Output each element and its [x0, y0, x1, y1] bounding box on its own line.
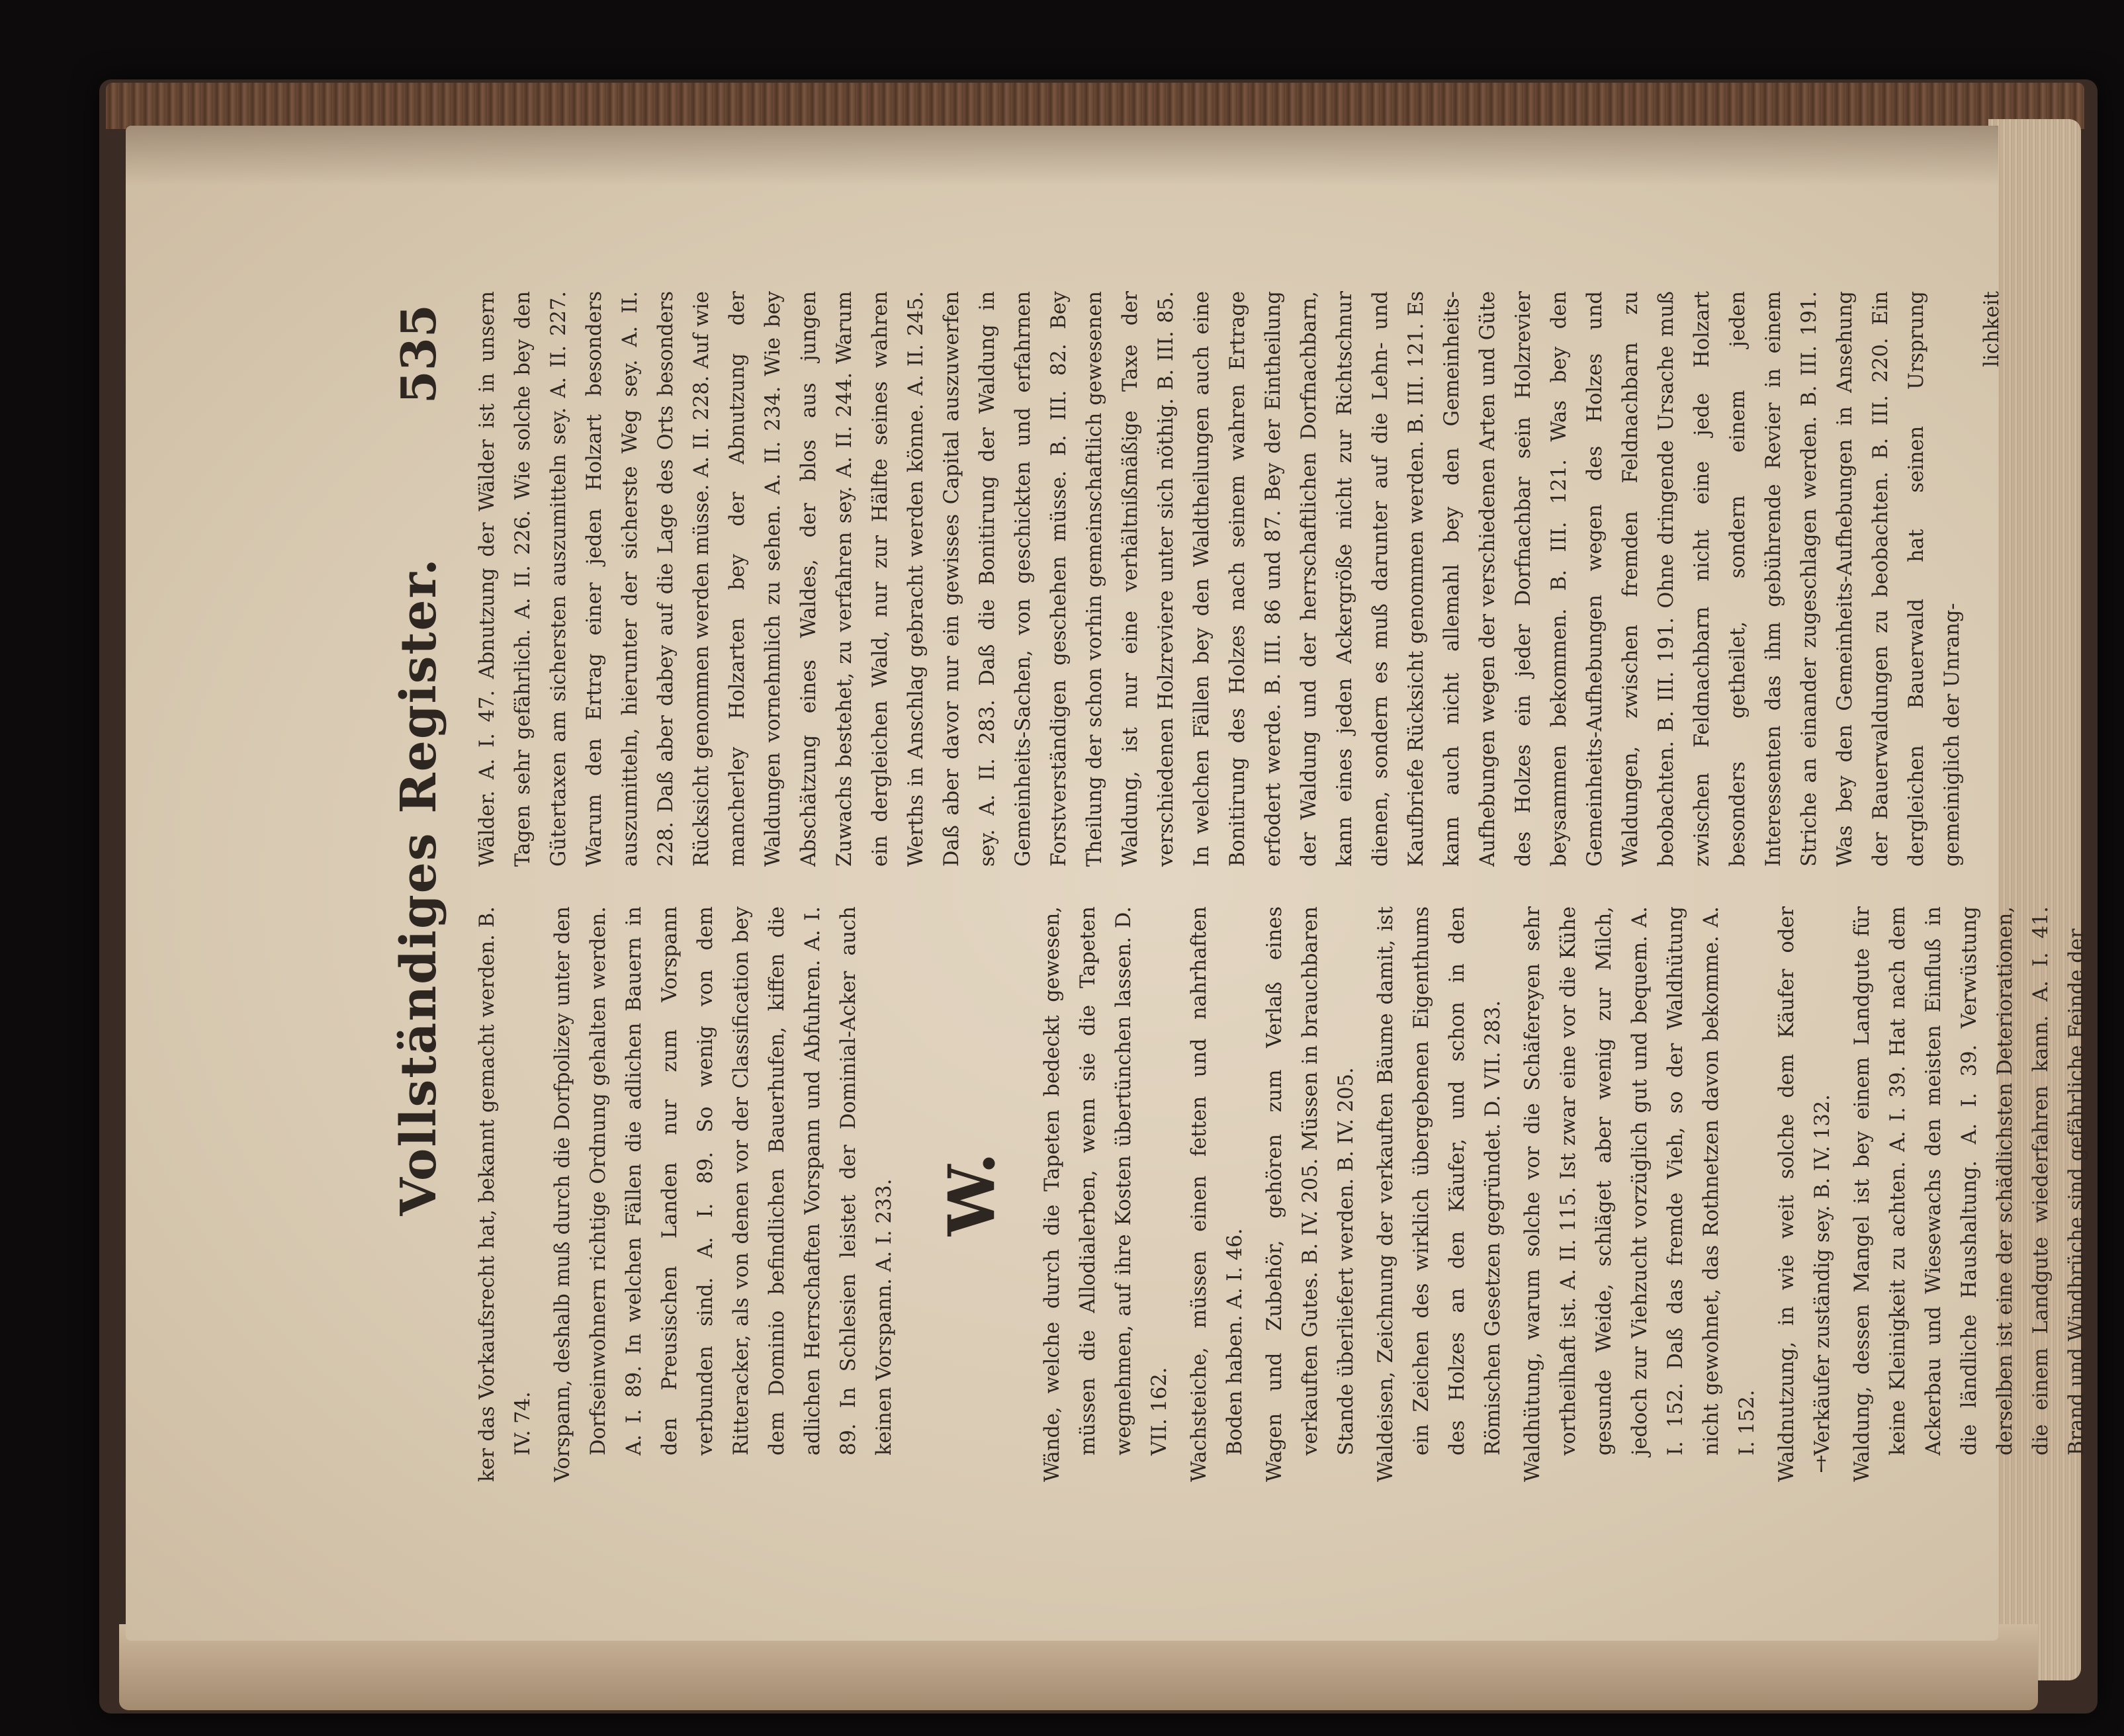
text-columns: [470, 291, 2088, 1482]
book-top-edge: [106, 83, 2084, 129]
page-header: [390, 291, 463, 1482]
register-entry-waldnutzung: Waldnutzung, in wie weit solche dem Käufer oder Verkäufer zuständig sey. B. IV. 132.: [1775, 906, 1834, 1482]
running-title: Vollständiges Register.: [390, 557, 447, 1216]
register-entry-waldhuetung: Waldhütung, warum solche vor die Schäfereyen sehr vortheilhaft ist. A. II. 115. Ist zwar eine vor die Kühe gesunde Weide, schläget aber wenig zur Milch, jedoch zur Viehzucht vorzüglich gut und bequem. A. I. 152. Daß das fremde Vieh, so der Waldhütung nicht gewohnet, das Rothnetzen davon bekomme. A. I. 152.: [1521, 906, 1759, 1482]
register-entry-waldung: Waldung, dessen Mangel ist bey einem Landgute für keine Kleinigkeit zu achten. A. I. 39. Hat nach dem Ackerbau und Wiesewachs den meisten Einfluß in die ländliche Haushaltung. A. I. 39. Verwüstung derselben ist eine der schädlichsten Deteriorationen, die einem Landgute wiederfahren kann. A. I. 41. Brand und Windbrüche sind gefährliche Feinde der: [1851, 906, 2088, 1482]
left-column: [470, 906, 2088, 1482]
register-entry-vorspann: Vorspann, deshalb muß durch die Dorfpolizey unter den Dorfseinwohnern richtige Ordnung gehalten werden. A. I. 89. In welchen Fällen die adlichen Bauern in den Preusischen Landen nur zum Vorspann verbunden sind. A. I. 89. So wenig von dem Ritteracker, als von denen vor der Classification bey dem Dominio befindlichen Bauerhufen, kiffen die adlichen Herrschaften Vorspann und Abfuhren. A. I. 89. In Schlesien leistet der Dominial-Acker auch keinen Vorspann. A. I. 233.: [551, 906, 896, 1482]
gutter-shadow: [126, 126, 1998, 185]
register-entry-waende: Wände, welche durch die Tapeten bedeckt gewesen, müssen die Allodialerben, wenn sie die Tapeten wegnehmen, auf ihre Kosten übertünchen lassen. D. VII. 162.: [1041, 906, 1171, 1482]
pencil-mark: †: [1816, 1452, 1826, 1475]
right-column: [470, 291, 2004, 867]
register-entry-wachsteiche: Wachsteiche, müssen einen fetten und nahrhaften Boden haben. A. I. 46.: [1188, 906, 1247, 1482]
page-number: 535: [390, 304, 447, 404]
section-letter: W.: [934, 1152, 1009, 1237]
register-entry-waelder: Wälder. A. I. 47. Abnutzung der Wälder ist in unsern Tagen sehr gefährlich. A. II. 226. Wie solche bey den Gütertaxen am sichersten auszumitteln sey. A. II. 227. Warum den Ertrag einer jeden Holzart besonders auszumitteln, hierunter der sicherste Weg sey. A. II. 228. Daß aber dabey auf die Lage des Orts besonders Rücksicht genommen werden müsse. A. II. 228. Auf wie mancherley Holzarten bey der Abnutzung der Waldungen vornehmlich zu sehen. A. II. 234. Wie bey Abschätzung eines Waldes, der blos aus jungen Zuwachs bestehet, zu verfahren sey. A. II. 244. Warum ein dergleichen Wald, nur zur Hälfte seines wahren Werths in Anschlag gebracht werden könne. A. II. 245. Daß aber davor nur ein gewisses Capital auszuwerfen sey. A. II. 283. Daß die Bonitirung der Waldung in Gemeinheits-Sachen, von geschickten und erfahrnen Forstverständigen geschehen müsse. B. III. 82. Bey Theilung der schon vorhin gemeinschaftlich gewesenen Waldung, ist nur eine verhältnißmäßige Taxe der verschiedenen Holzreviere unter sich nöthig. B. III. 85. In welchen Fällen bey den Waldtheilungen auch eine Bonitirung des Holzes nach seinem wahren Ertrage erfodert werde. B. III. 86 und 87. Bey der Eintheilung der Waldung und der herrschaftlichen Dorfnachbarn, kann eines jeden Ackergröße nicht zur Richtschnur dienen, sondern es muß darunter auf die Lehn- und Kaufbriefe Rücksicht genommen werden. B. III. 121. Es kann auch nicht allemahl bey den Gemeinheits-Aufhebungen wegen der verschiedenen Arten und Güte des Holzes ein jeder Dorfnachbar sein Holzrevier beysammen bekommen. B. III. 121. Was bey den Gemeinheits-Aufhebungen wegen des Holzes und Waldungen, zwischen fremden Feldnachbarn zu beobachten. B. III. 191. Ohne dringende Ursache muß zwischen Feldnachbarn nicht eine jede Holzart besonders getheilet, sondern einem jeden Interessenten das ihm gebührende Revier in einem Striche an einander zugeschlagen werden. B. III. 191. Was bey den Gemeinheits-Aufhebungen in Ansehung der Bauerwaldungen zu beobachten. B. III. 220. Ein dergleichen Bauerwald hat seinen Ursprung gemeiniglich der Unrang-: [476, 291, 1964, 867]
register-entry-wagen: Wagen und Zubehör, gehören zum Verlaß eines verkauften Gutes. B. IV. 205. Müssen in brauchbaren Stande überliefert werden. B. IV. 205.: [1263, 906, 1358, 1482]
rotated-text-block: [390, 291, 2088, 1482]
catchword: lichkeit: [1980, 291, 2004, 367]
register-entry-waldeisen: Waldeisen, Zeichnung der verkauften Bäume damit, ist ein Zeichen des wirklich übergebenen Eigenthums des Holzes an den Käufer, und schon in den Römischen Gesetzen gegründet. D. VII. 283.: [1374, 906, 1505, 1482]
continuation-entry: ker das Vorkaufsrecht hat, bekannt gemacht werden. B. IV. 74.: [476, 906, 535, 1482]
book-page: [126, 126, 2088, 1641]
